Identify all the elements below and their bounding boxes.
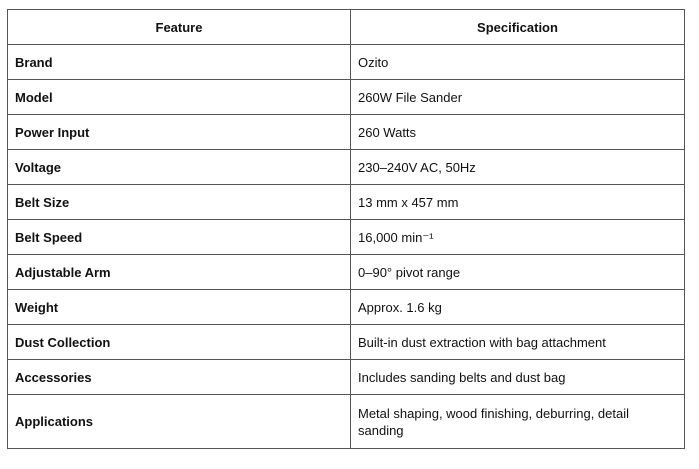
- spec-cell: Ozito: [351, 45, 685, 80]
- header-feature: Feature: [8, 10, 351, 45]
- spec-cell: 260W File Sander: [351, 80, 685, 115]
- table-row: [8, 395, 685, 449]
- table-row: [8, 150, 685, 185]
- feature-cell: Adjustable Arm: [8, 255, 351, 290]
- feature-cell: Model: [8, 80, 351, 115]
- table-row: [8, 115, 685, 150]
- feature-cell: Accessories: [8, 360, 351, 395]
- spec-cell: 230–240V AC, 50Hz: [351, 150, 685, 185]
- table-row: [8, 45, 685, 80]
- feature-cell: Power Input: [8, 115, 351, 150]
- spec-cell: Metal shaping, wood finishing, deburring, detail sanding: [351, 395, 685, 449]
- spec-cell: 16,000 min⁻¹: [351, 220, 685, 255]
- spec-cell: 260 Watts: [351, 115, 685, 150]
- spec-cell: 0–90° pivot range: [351, 255, 685, 290]
- table-row: [8, 185, 685, 220]
- header-specification: Specification: [351, 10, 685, 45]
- feature-cell: Dust Collection: [8, 325, 351, 360]
- spec-cell: Built-in dust extraction with bag attachment: [351, 325, 685, 360]
- feature-cell: Weight: [8, 290, 351, 325]
- spec-table-container: [7, 9, 684, 449]
- feature-cell: Brand: [8, 45, 351, 80]
- header-row: [8, 10, 685, 45]
- table-row: [8, 325, 685, 360]
- table-row: [8, 255, 685, 290]
- feature-cell: Voltage: [8, 150, 351, 185]
- spec-cell: Includes sanding belts and dust bag: [351, 360, 685, 395]
- table-row: [8, 290, 685, 325]
- table-row: [8, 80, 685, 115]
- spec-cell: 13 mm x 457 mm: [351, 185, 685, 220]
- spec-table: [7, 9, 685, 449]
- spec-cell: Approx. 1.6 kg: [351, 290, 685, 325]
- table-row: [8, 360, 685, 395]
- feature-cell: Belt Speed: [8, 220, 351, 255]
- table-row: [8, 220, 685, 255]
- feature-cell: Belt Size: [8, 185, 351, 220]
- feature-cell: Applications: [8, 395, 351, 449]
